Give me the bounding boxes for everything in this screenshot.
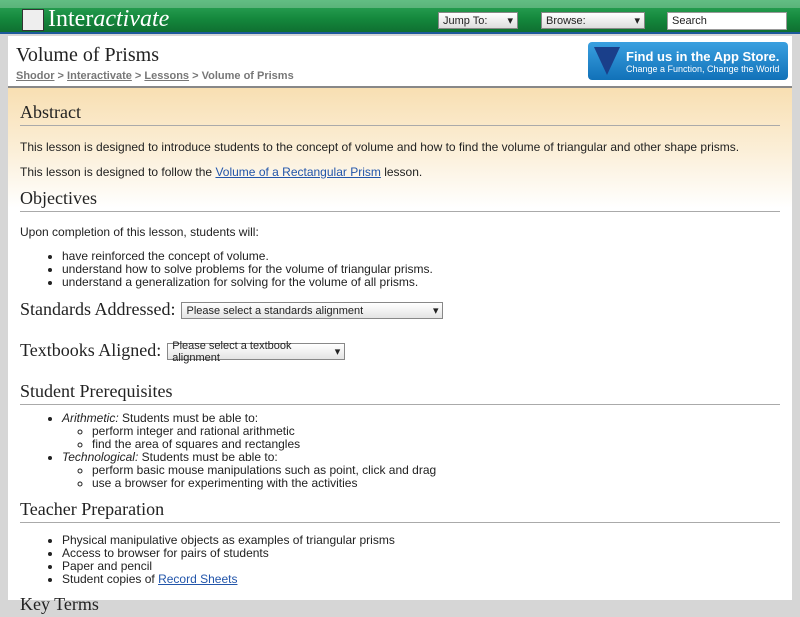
textbooks-select-value: Please select a textbook alignment [172,339,292,364]
logo-text-italic: activate [93,6,170,32]
list-item: • Physical manipulative objects as examples of triangular prisms [62,534,780,547]
teacher-prep-list [62,534,780,586]
list-item: • have reinforced the concept of volume. [62,250,780,263]
appstore-line2: Change a Function, Change the World [626,63,780,74]
objectives-heading: Objectives [20,188,780,212]
followup-pre: This lesson is designed to follow the [20,165,216,179]
list-item: • understand a generalization for solving for the volume of all prisms. [62,276,780,289]
search-input[interactable]: Search [667,12,787,30]
jump-to-label: Jump To: [443,14,488,27]
textbooks-select[interactable] [167,339,345,364]
list-item [62,412,780,451]
reader-icon [22,9,44,31]
arithmetic-text: Students must be able to: [118,411,259,425]
breadcrumb-interactivate[interactable]: Interactivate [67,70,132,82]
prerequisites-list [62,412,780,490]
textbooks-heading: Textbooks Aligned: [20,340,162,360]
appstore-line1: Find us in the App Store. [626,48,780,64]
interactivate-logo[interactable] [22,6,169,33]
page-container [8,36,792,614]
technological-label: Technological: [62,450,139,464]
app-logo-icon [594,47,620,75]
list-item: ◦ perform basic mouse manipulations such as point, click and drag [92,464,780,477]
browse-label: Browse: [546,14,586,27]
rectangular-prism-link[interactable]: Volume of a Rectangular Prism [215,165,381,179]
objectives-intro: Upon completion of this lesson, students will: [20,225,259,239]
abstract-heading: Abstract [20,102,780,126]
textbooks-row [20,340,780,363]
dropdown-arrow-icon: ▾ [334,346,341,358]
jump-to-select[interactable] [438,12,518,29]
dropdown-arrow-icon: ▾ [634,15,640,27]
technological-text: Students must be able to: [138,450,278,464]
logo-text: Inter [48,6,94,32]
standards-select[interactable] [181,302,443,319]
arithmetic-label: Arithmetic: [62,411,119,425]
lesson-content [8,86,792,614]
list-item: ◦ use a browser for experimenting with the activities [92,477,780,490]
dropdown-arrow-icon: ▾ [432,305,439,317]
standards-select-value: Please select a standards alignment [186,304,364,317]
list-item [62,573,780,586]
key-terms-heading: Key Terms [20,594,99,614]
teacher-prep-heading: Teacher Preparation [20,499,780,523]
list-item: • Access to browser for pairs of students [62,547,780,560]
app-store-banner[interactable] [588,42,788,80]
top-navigation-bar [0,0,800,34]
breadcrumb-current: Volume of Prisms [201,70,294,82]
browse-select[interactable] [541,12,645,29]
dropdown-arrow-icon: ▾ [507,15,513,27]
abstract-followup [20,165,780,179]
followup-post: lesson. [380,165,423,179]
list-item: ◦ perform integer and rational arithmetic [92,425,780,438]
breadcrumb: Shodor > Interactivate > Lessons > Volume of Prisms [16,70,294,82]
page-title: Volume of Prisms [16,44,159,66]
list-item: • understand how to solve problems for the volume of triangular prisms. [62,263,780,276]
breadcrumb-shodor[interactable]: Shodor [16,70,55,82]
list-item: • Paper and pencil [62,560,780,573]
breadcrumb-lessons[interactable]: Lessons [144,70,190,82]
prerequisites-heading: Student Prerequisites [20,381,780,405]
record-sheets-link[interactable]: Record Sheets [158,572,238,586]
standards-heading: Standards Addressed: [20,299,176,319]
objectives-list [62,250,780,289]
standards-row [20,299,780,322]
record-sheets-pre: Student copies of [62,572,159,586]
list-item [62,451,780,490]
list-item: ◦ find the area of squares and rectangles [92,438,780,451]
abstract-text: This lesson is designed to introduce students to the concept of volume and how to find the volume of triangular and other shape prisms. [20,140,740,154]
